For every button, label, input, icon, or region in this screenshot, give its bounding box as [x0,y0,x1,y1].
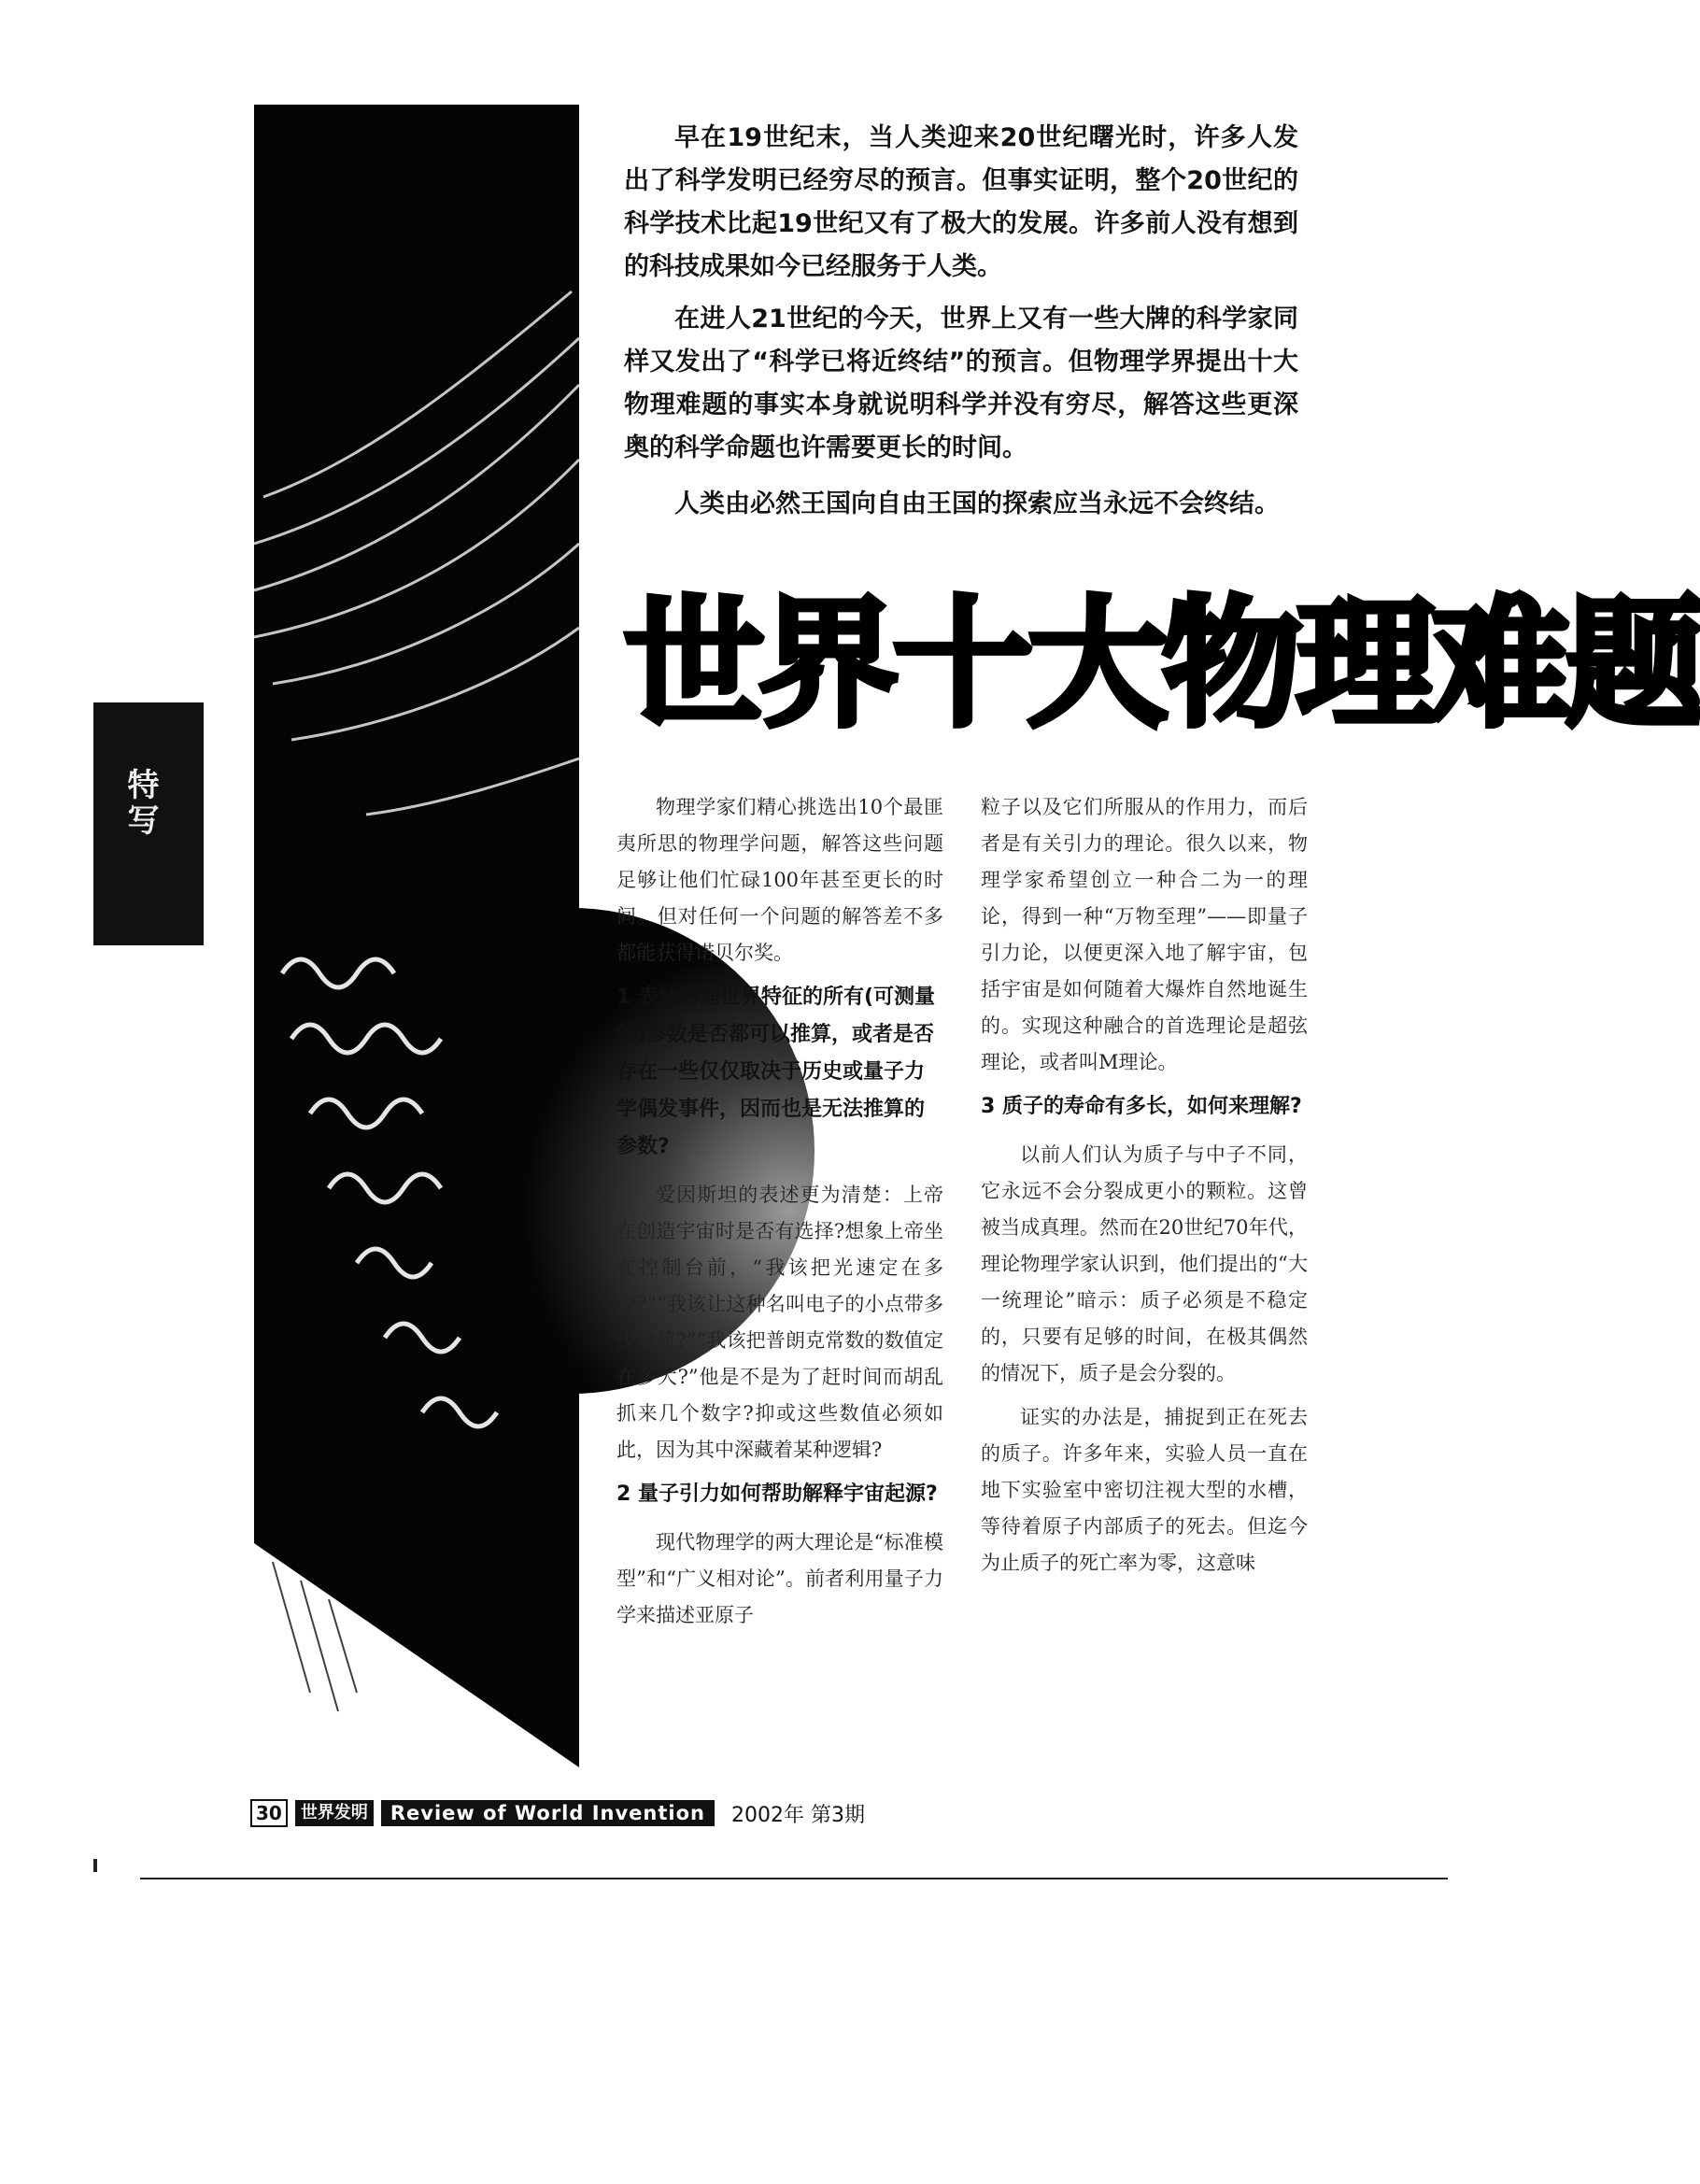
scan-mark [93,1859,97,1872]
article-column-left [616,789,943,1641]
bottom-rule [140,1878,1448,1879]
question-1-title: 1 表达物理世界特征的所有(可测量的)参数是否都可以推算，或者是否存在一些仅仅取决于历史或量子力学偶发事件，因而也是无法推算的参数? [616,986,936,1158]
section-tab-label: 特写 [121,768,159,839]
article-intro: 物理学家们精心挑选出10个最匪夷所思的物理学问题，解答这些问题足够让他们忙碌100年甚至更长的时间。但对任何一个问题的解答差不多都能获得诺贝尔奖。 [616,796,943,964]
article-column-right [981,789,1308,1589]
question-3-body-1: 以前人们认为质子与中子不同，它永远不会分裂成更小的颗粒。这曾被当成真理。然而在20世纪70年代，理论物理学家认识到，他们提出的“大一统理论”暗示：质子必须是不稳定的，只要有足够的时间，在极其偶然的情况下，质子是会分裂的。 [981,1143,1308,1384]
question-2-body-continued: 粒子以及它们所服从的作用力，而后者是有关引力的理论。很久以来，物理学家希望创立一种合二为一的理论，得到一种“万物至理”——即量子引力论，以便更深入地了解宇宙，包括宇宙是如何随着大爆炸自然地诞生的。实现这种融合的首选理论是超弦理论，或者叫M理论。 [981,796,1308,1073]
intro-paragraph-1: 早在19世纪末，当人类迎来20世纪曙光时，许多人发出了科学发明已经穷尽的预言。但事实证明，整个20世纪的科学技术比起19世纪又有了极大的发展。许多前人没有想到的科技成果如今已经服务于人类。 [624,123,1298,281]
section-tab [93,702,204,945]
page-number: 30 [250,1799,288,1827]
question-2-body-start: 现代物理学的两大理论是“标准模型”和“广义相对论”。前者利用量子力学来描述亚原子 [616,1531,943,1626]
magazine-name-cn: 世界发明 [295,1800,374,1826]
question-1-body: 爱因斯坦的表述更为清楚：上帝在创造宇宙时是否有选择?想象上帝坐在控制台前，“我该把光速定在多少?”“我该让这种名叫电子的小点带多少电荷?”“我该把普朗克常数的数值定在多大?”他是不是为了赶时间而胡乱抓来几个数字?抑或这些数值必须如此，因为其中深藏着某种逻辑? [616,1184,943,1461]
page-footer [250,1799,865,1827]
question-2-title: 2 量子引力如何帮助解释宇宙起源? [616,1482,938,1506]
intro-block [624,117,1298,535]
magazine-name-en: Review of World Invention [381,1800,715,1826]
issue-info: 2002年 第3期 [730,1803,865,1827]
question-3-title: 3 质子的寿命有多长，如何来理解? [981,1095,1302,1118]
question-3-body-2: 证实的办法是，捕捉到正在死去的质子。许多年来，实验人员一直在地下实验室中密切注视大型的水槽，等待着原子内部质子的死去。但迄今为止质子的死亡率为零，这意味 [981,1406,1308,1574]
page-title: 世界十大物理难题 [624,584,1700,746]
intro-lead: 人类由必然王国向自由王国的探索应当永远不会终结。 [674,489,1280,518]
decorative-photo [254,105,579,1767]
intro-paragraph-2: 在进人21世纪的今天，世界上又有一些大牌的科学家同样又发出了“科学已将近终结”的预言。但物理学界提出十大物理难题的事实本身就说明科学并没有穷尽，解答这些更深奥的科学命题也许需要更长的时间。 [624,305,1298,462]
